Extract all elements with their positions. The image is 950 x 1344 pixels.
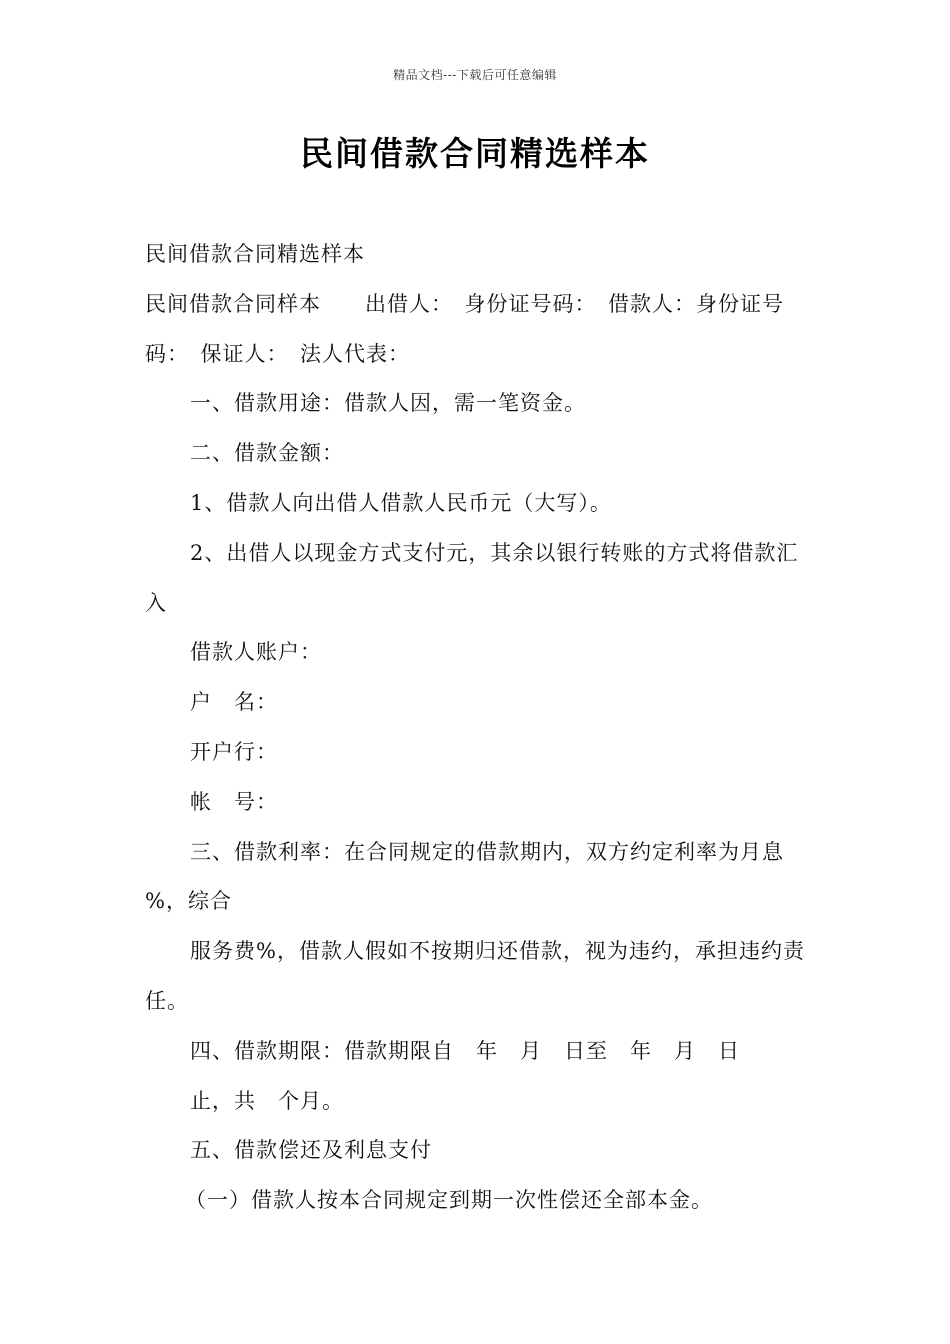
paragraph-line: 码： 保证人： 法人代表： [145,341,410,366]
paragraph-line: 服务费%，借款人假如不按期归还借款，视为违约，承担违约责 [190,939,805,964]
page-header: 精品文档---下载后可任意编辑 [393,68,557,82]
paragraph-line [145,280,807,330]
paragraph-line: 2、出借人以现金方式支付元，其余以银行转账的方式将借款汇 [190,540,799,565]
paragraph-line: 二、借款金额： [190,441,344,466]
paragraph-line: 一、借款用途：借款人因，需一笔资金。 [190,391,586,416]
paragraph-line: （一）借款人按本合同规定到期一次性偿还全部本金。 [185,1188,713,1213]
paragraph-line: 三、借款利率：在合同规定的借款期内，双方约定利率为月息 [190,839,784,864]
paragraph-line: 1、借款人向出借人借款人民币元（大写）。 [190,490,612,515]
paragraph-line: 户 名： [190,690,278,715]
paragraph-line: 借款人账户： [190,640,322,665]
paragraph-line-text: 民间借款合同样本 出借人： 身份证号码： 借款人：身份证号 [145,291,784,316]
paragraph-line: 任。 [145,988,189,1013]
paragraph-line: %，综合 [145,889,232,914]
paragraph-line: 开户行： [190,739,278,764]
paragraph-line: 五、借款偿还及利息支付 [190,1138,432,1163]
paragraph-line: 入 [145,590,167,615]
paragraph-line: 四、借款期限：借款期限自 年 月 日至 年 月 日 [190,1038,740,1063]
paragraph-line: 帐 号： [190,789,278,814]
document-title: 民间借款合同精选样本 [300,134,650,173]
paragraph-line: 民间借款合同精选样本 [145,242,365,266]
document-body [145,230,807,1226]
paragraph-line: 止，共 个月。 [190,1088,344,1113]
